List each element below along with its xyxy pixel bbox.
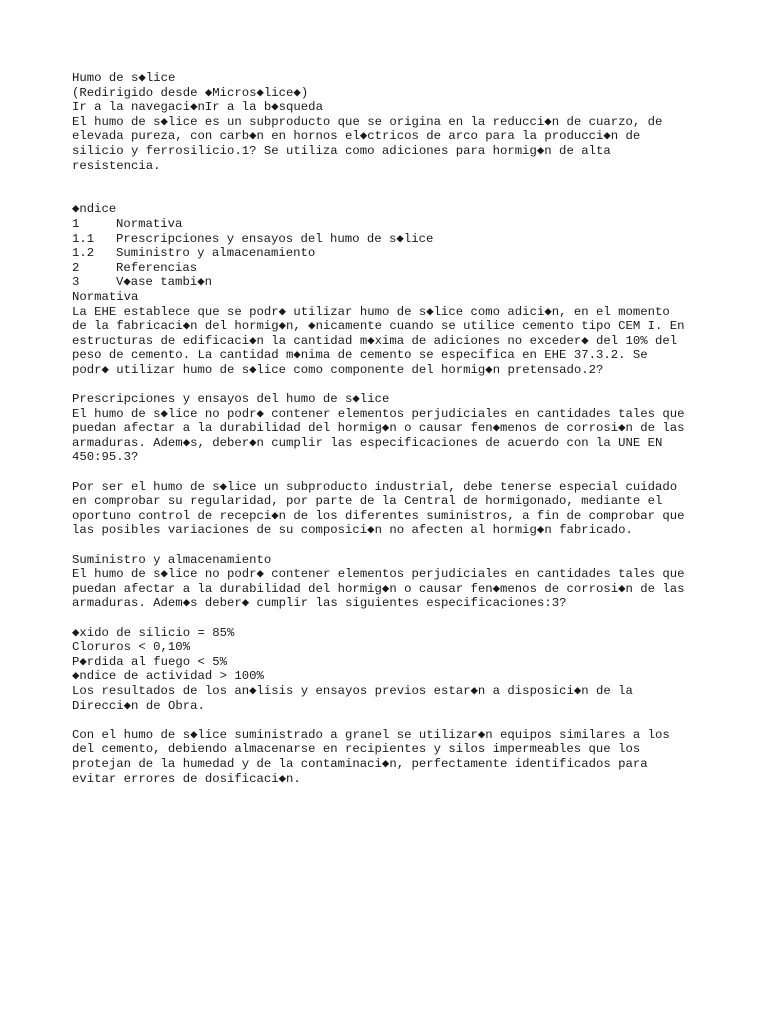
section-heading: Prescripciones y ensayos del humo de s◆lice: [72, 392, 390, 407]
paragraph-line: El humo de s◆lice no podr◆ contener elementos perjudiciales en cantidades tales que: [72, 567, 685, 582]
toc-item-label[interactable]: Normativa: [116, 216, 183, 231]
section-suministro: [72, 553, 712, 787]
section-prescripciones: [72, 392, 712, 538]
paragraph-line: puedan afectar a la durabilidad del hormig◆n o causar fen◆menos de corrosi◆n de las: [72, 581, 685, 596]
paragraph-line: peso de cemento. La cantidad m◆nima de cemento se especifica en EHE 37.3.2. Se: [72, 348, 648, 363]
paragraph-line: protejan de la humedad y de la contaminaci◆n, perfectamente identificados para: [72, 756, 648, 771]
paragraph-line: 450:95.3?: [72, 450, 139, 465]
document-page: [72, 71, 712, 786]
intro-line: resistencia.: [72, 158, 161, 173]
toc-item-number: 1.2: [72, 246, 95, 261]
page-title: Humo de s◆lice: [72, 71, 176, 85]
intro-line: silicio y ferrosilicio.1? Se utiliza como adiciones para hormig◆n de alta: [72, 143, 611, 158]
table-of-contents: [72, 202, 712, 290]
paragraph-line: La EHE establece que se podr◆ utilizar humo de s◆lice como adici◆n, en el momento: [72, 304, 670, 319]
paragraph-line: del cemento, debiendo almacenarse en recipientes y silos impermeables que los: [72, 742, 641, 757]
spec-line: ◆ndice de actividad > 100%: [72, 669, 264, 684]
intro-line: elevada pureza, con carb◆n en hornos el◆ctricos de arco para la producci◆n de: [72, 129, 641, 144]
toc-item-number: 1.1: [72, 231, 95, 246]
spec-line: Direcci◆n de Obra.: [72, 698, 205, 713]
spec-line: ◆xido de silicio = 85%: [72, 625, 235, 640]
paragraph-line: El humo de s◆lice no podr◆ contener elementos perjudiciales en cantidades tales que: [72, 406, 685, 421]
navigation-links[interactable]: Ir a la navegaci◆nIr a la b◆squeda: [72, 100, 323, 115]
toc-item-number: 1: [72, 216, 80, 231]
paragraph-line: Con el humo de s◆lice suministrado a granel se utilizar◆n equipos similares a los: [72, 727, 670, 742]
paragraph-line: oportuno control de recepci◆n de los diferentes suministros, a fin de comprobar que: [72, 508, 685, 523]
section-heading: Normativa: [72, 289, 139, 304]
spec-line: P◆rdida al fuego < 5%: [72, 654, 227, 669]
paragraph-line: podr◆ utilizar humo de s◆lice como componente del hormig◆n pretensado.2?: [72, 362, 604, 377]
toc-item[interactable]: [72, 261, 712, 276]
toc-item-label[interactable]: V◆ase tambi◆n: [116, 275, 212, 290]
paragraph-line: estructuras de edificaci◆n la cantidad m◆xima de adiciones no exceder◆ del 10% del: [72, 333, 678, 348]
paragraph-line: armaduras. Adem◆s deber◆ cumplir las siguientes especificaciones:3?: [72, 596, 567, 611]
toc-item-number: 2: [72, 260, 80, 275]
section-normativa: [72, 290, 712, 378]
toc-item-label[interactable]: Referencias: [116, 260, 198, 275]
paragraph-line: de la fabricaci◆n del hormig◆n, ◆nicamente cuando se utilice cemento tipo CEM I. En: [72, 319, 685, 334]
paragraph-line: armaduras. Adem◆s, deber◆n cumplir las especificaciones de acuerdo con la UNE EN: [72, 435, 663, 450]
toc-item[interactable]: [72, 217, 712, 232]
paragraph-line: evitar errores de dosificaci◆n.: [72, 771, 301, 786]
section-heading: Suministro y almacenamiento: [72, 552, 272, 567]
toc-item-label[interactable]: Prescripciones y ensayos del humo de s◆lice: [116, 231, 434, 246]
paragraph-line: las posibles variaciones de su composici◆n no afecten al hormig◆n fabricado.: [72, 523, 633, 538]
toc-item[interactable]: [72, 232, 712, 247]
paragraph-line: Por ser el humo de s◆lice un subproducto industrial, debe tenerse especial cuidado: [72, 479, 678, 494]
intro-paragraph: [72, 115, 712, 173]
redirect-note: (Redirigido desde ◆Micros◆lice◆): [72, 85, 309, 100]
spec-line: Los resultados de los an◆lisis y ensayos previos estar◆n a disposici◆n de la: [72, 683, 633, 698]
toc-item-label[interactable]: Suministro y almacenamiento: [116, 246, 316, 261]
paragraph-line: puedan afectar a la durabilidad del hormig◆n o causar fen◆menos de corrosi◆n de las: [72, 421, 685, 436]
intro-line: El humo de s◆lice es un subproducto que se origina en la reducci◆n de cuarzo, de: [72, 114, 663, 129]
paragraph-line: en comprobar su regularidad, por parte de la Central de hormigonado, mediante el: [72, 494, 663, 509]
spec-line: Cloruros < 0,10%: [72, 640, 191, 655]
toc-item-number: 3: [72, 275, 80, 290]
toc-item[interactable]: [72, 246, 712, 261]
toc-heading: ◆ndice: [72, 202, 117, 217]
toc-item[interactable]: [72, 275, 712, 290]
